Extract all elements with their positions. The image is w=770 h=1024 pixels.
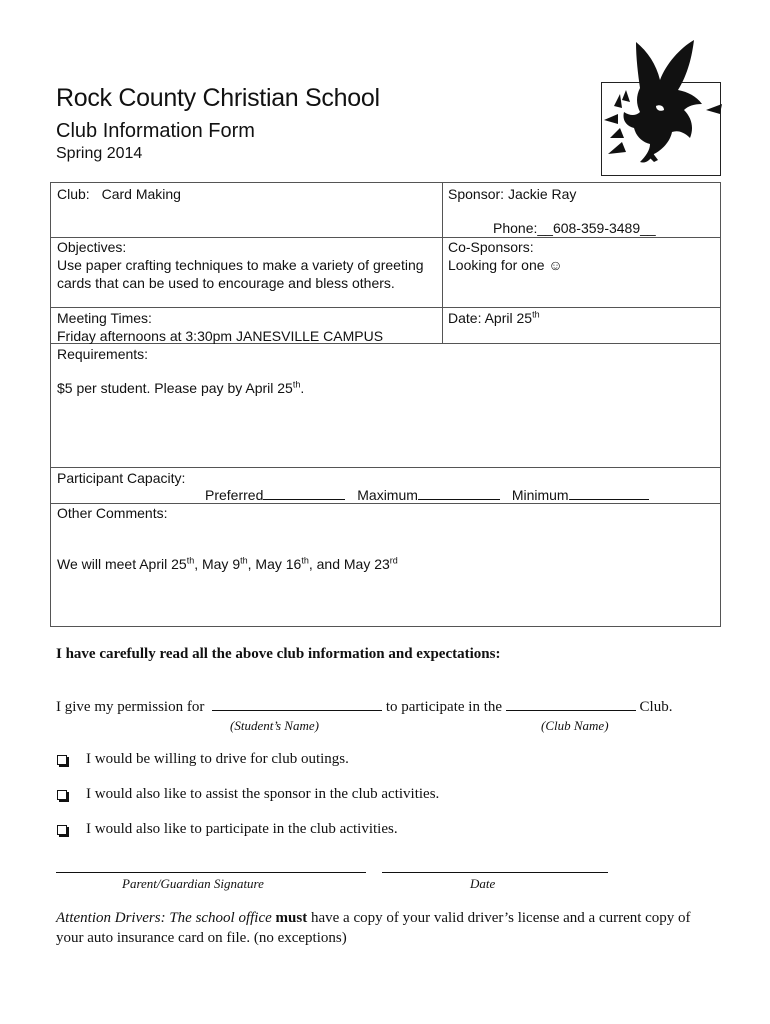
objectives-text: Use paper crafting techniques to make a variety of greeting cards that can be used to encourage and bless others. — [57, 257, 424, 291]
attention-note — [56, 908, 746, 948]
club-cell — [57, 185, 181, 203]
attention-line2: your auto insurance card on file. (no exceptions) — [56, 930, 347, 946]
date-1-sup: th — [186, 555, 195, 566]
date-2-sup: th — [240, 555, 248, 566]
participate-option: I would also like to participate in the club activities. — [86, 821, 398, 837]
eagle-logo-icon — [596, 34, 726, 184]
meeting-text: Friday afternoons at 3:30pm — [57, 328, 236, 344]
meeting-label: Meeting Times: — [57, 310, 152, 326]
date-3: May 16 — [255, 556, 302, 572]
phone-cell — [493, 219, 656, 237]
comments-text — [57, 555, 398, 573]
signature-caption: Parent/Guardian Signature — [122, 876, 264, 891]
club-info-table — [50, 182, 721, 627]
comma-1: , — [194, 556, 202, 572]
date-label: Date: April 25 — [448, 310, 533, 326]
sponsor-cell — [448, 185, 576, 203]
minimum-blank[interactable] — [569, 499, 649, 500]
minimum-label: Minimum — [511, 487, 569, 503]
attention-rest: have a copy of your valid driver’s license and a current copy of — [307, 910, 691, 926]
objectives-cell — [57, 238, 439, 292]
agreement-statement: I have carefully read all the above club information and expectations: — [56, 646, 501, 662]
term: Spring 2014 — [56, 145, 143, 162]
school-name: Rock County Christian School — [56, 84, 380, 112]
form-title: Club Information Form — [56, 120, 255, 142]
and-text: , and — [308, 556, 344, 572]
date-4: May 23 — [343, 556, 390, 572]
capacity-row — [205, 486, 649, 504]
date-2: May 9 — [201, 556, 241, 572]
attention-prefix: Attention Drivers: The school office — [56, 910, 276, 926]
student-caption: (Student’s Name) — [230, 718, 319, 733]
participate-text: to participate in the — [385, 699, 503, 715]
sponsor-label: Sponsor: — [448, 186, 505, 202]
requirements-label: Requirements: — [57, 346, 149, 362]
comments-label: Other Comments: — [57, 505, 168, 521]
club-name-blank[interactable] — [506, 710, 636, 711]
maximum-label: Maximum — [357, 487, 418, 503]
maximum-blank[interactable] — [418, 499, 500, 500]
objectives-label: Objectives: — [57, 239, 127, 255]
student-name-blank[interactable] — [212, 710, 382, 711]
capacity-label: Participant Capacity: — [57, 470, 186, 486]
preferred-blank[interactable] — [263, 499, 345, 500]
club-value: Card Making — [101, 186, 181, 202]
meeting-campus: JANESVILLE CAMPUS — [236, 328, 384, 344]
cosponsors-label: Co-Sponsors: — [448, 239, 534, 255]
meeting-cell — [57, 309, 383, 345]
club-caption: (Club Name) — [541, 718, 609, 733]
phone-value: __608-359-3489__ — [537, 220, 656, 236]
signature-line[interactable] — [56, 872, 366, 873]
date-sup: th — [532, 309, 540, 320]
preferred-label: Preferred — [205, 487, 264, 503]
sponsor-value: Jackie Ray — [507, 186, 577, 202]
drive-checkbox[interactable] — [57, 755, 67, 765]
phone-label: Phone: — [493, 220, 538, 236]
requirements-sup: th — [292, 379, 301, 390]
assist-checkbox[interactable] — [57, 790, 67, 800]
date-1: April 25 — [139, 556, 187, 572]
cosponsors-value: Looking for one ☺ — [448, 257, 563, 273]
club-word: Club. — [639, 699, 673, 715]
attention-must: must — [275, 910, 308, 926]
participate-checkbox[interactable] — [57, 825, 67, 835]
drive-option: I would be willing to drive for club outings. — [86, 751, 349, 767]
cosponsors-cell — [448, 238, 563, 274]
assist-option: I would also like to assist the sponsor in the club activities. — [86, 786, 440, 802]
date-caption: Date — [470, 876, 496, 891]
date-4-sup: rd — [389, 555, 398, 566]
date-3-sup: th — [301, 555, 309, 566]
date-cell — [448, 309, 540, 327]
requirements-text-row — [57, 379, 304, 397]
give-text: I give my permission for — [56, 699, 205, 715]
requirements-end: . — [300, 380, 305, 396]
comments-intro: We will meet — [57, 556, 140, 572]
date-line[interactable] — [382, 872, 608, 873]
comma-2: , — [247, 556, 256, 572]
permission-line — [56, 699, 736, 716]
club-label: Club: — [57, 186, 90, 202]
requirements-text: $5 per student. Please pay by April 25 — [57, 380, 293, 396]
